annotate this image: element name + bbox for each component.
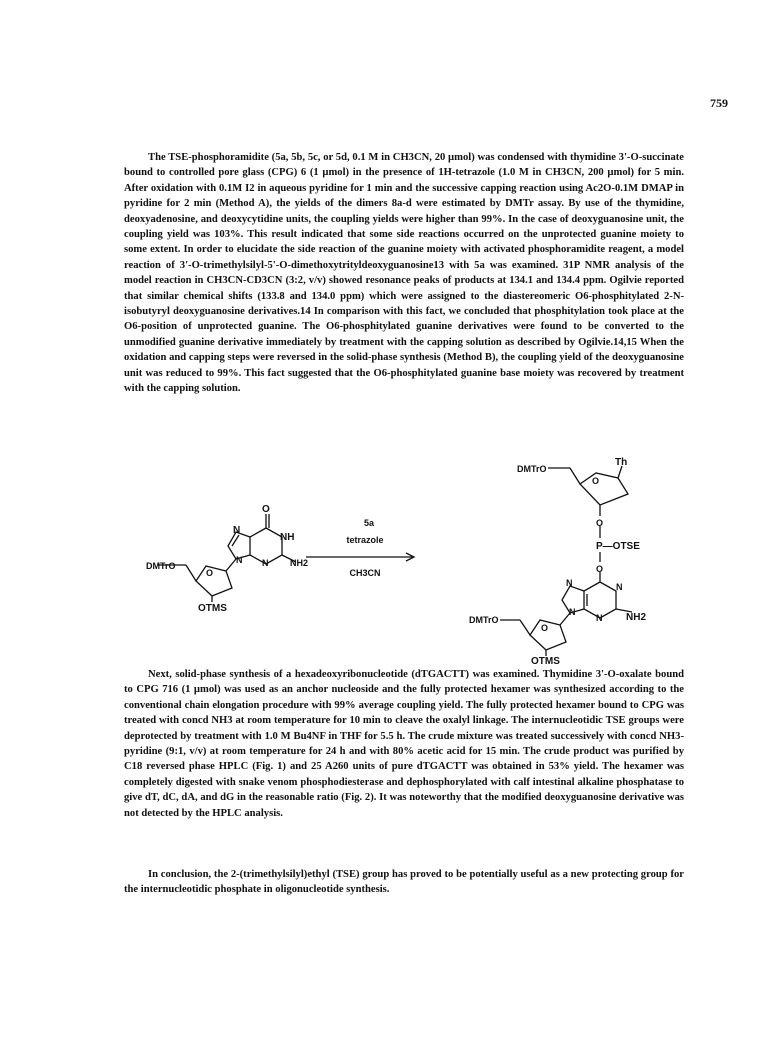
label-product-otms: OTMS — [531, 656, 560, 667]
label-n-c: N — [569, 607, 576, 617]
catalyst-label: tetrazole — [346, 535, 384, 545]
label-th: Th — [615, 457, 628, 468]
label-n9: N — [236, 555, 243, 565]
label-n-b: N — [616, 582, 623, 592]
reaction-arrow — [306, 518, 414, 578]
reagent-label: 5a — [363, 518, 375, 528]
label-p-otse: P—OTSE — [596, 541, 640, 552]
c5-bond — [186, 565, 196, 581]
label-product-nh2: NH2 — [626, 612, 647, 623]
label-dmtro: DMTrO — [146, 561, 176, 571]
paragraph-hexamer-synthesis: Next, solid-phase synthesis of a hexadeoxyribonucleotide (dTGACTT) was examined. Thymidine 3'-O-oxalate bound to CPG 716 (1 µmol) was used as an anchor nucleoside and the fully protected hexamer was synthesized according to the conventional chain elongation procedure with 99% average coupling yield. The fully protected hexamer bound to CPG was treated with concd NH3 at room temperature for 10 min to cleave the oxalyl linkage. The internucleotidic TSE groups were deprotected by treatment with 1.0 M Bu4NF in THF for 5.5 h. The crude mixture was treated successively with concd NH3-pyridine (9:1, v/v) at room temperature for 24 h and with 80% acetic acid for 15 min. The crude product was purified by C18 reversed phase HPLC (Fig. 1) and 25 A260 units of pure dTGACTT was obtained in 53% yield. The hexamer was completely digested with snake venom phosphodiesterase and dephosphorylated with calf intestinal alkaline phosphatase to give dT, dC, dA, and dG in the reasonable ratio (Fig. 2). It was noteworthy that the modified deoxyguanosine derivative was not detected by the HPLC analysis. — [124, 669, 684, 819]
label-ring-o: O — [206, 568, 214, 578]
label-n3: N — [262, 558, 269, 568]
label-n-d: N — [596, 613, 603, 623]
label-top-ring-o: O — [592, 476, 600, 486]
label-n-a: N — [566, 578, 573, 588]
label-top-dmtro: DMTrO — [517, 464, 547, 474]
page-number: 759 — [710, 96, 728, 110]
top-c5-bond — [570, 468, 580, 484]
label-n7: N — [233, 525, 241, 536]
label-bottom-dmtro: DMTrO — [469, 615, 499, 625]
label-otms: OTMS — [198, 603, 227, 614]
label-o-upper: O — [596, 518, 604, 528]
label-nh: NH — [280, 532, 295, 543]
label-carbonyl-o: O — [262, 504, 270, 515]
bottom-c5-bond — [520, 620, 530, 635]
glycosidic-bond — [226, 559, 236, 571]
top-sugar-ring — [580, 473, 628, 505]
label-nh2: NH2 — [290, 558, 309, 568]
label-bottom-ring-o: O — [541, 623, 549, 633]
reactant-guanosine — [146, 504, 308, 614]
label-o-lower: O — [596, 564, 604, 574]
paragraph-conclusion: In conclusion, the 2-(trimethylsilyl)ethyl (TSE) group has proved to be potentially useful as a new protecting group for the internucleotidic phosphate in oligonucleotide synthesis. — [124, 869, 684, 896]
product-dimer — [469, 457, 646, 667]
paragraph-method: The TSE-phosphoramidite (5a, 5b, 5c, or 5d, 0.1 M in CH3CN, 20 µmol) was condensed with thymidine 3'-O-succinate bound to controlled pore glass (CPG) 6 (1 µmol) in the presence of 1H-tetrazole (1.0 M in CH3CN, 200 µmol) for 5 min. After oxidation with 0.1M I2 in aqueous pyridine for 1 min and the successive capping reaction using Ac2O-0.1M DMAP in pyridine for 2 min (Method A), the yields of the dimers 8a-d were estimated by DMTr assay. By use of the thymidine, deoxyadenosine, and deoxycytidine units, the coupling yields were higher than 99%. In the case of deoxyguanosine unit, the coupling yield was 103%. This result indicated that some side reactions occurred on the unprotected guanine moiety to some extent. In order to elucidate the side reaction of the guanine moiety with activated phosphoramidite reagent, a model reaction of 3'-O-trimethylsilyl-5'-O-dimethoxytrityldeoxyguanosine13 with 5a was examined. 31P NMR analysis of the model reaction in CH3CN-CD3CN (3:2, v/v) showed resonance peaks of products at 134.1 and 134.4 ppm. Ogilvie reported that similar chemical shifts (133.8 and 134.0 ppm) which were assigned to the diastereomeric O6-phosphitylated 2-N-isobutyryl deoxyguanosine derivatives.14 In comparison with this fact, we concluded that phosphitylation took place at the O6-position of unprotected guanine. The O6-phosphitylated guanine derivatives were found to be converted to the unmodified guanine derivative immediately by treatment with the capping solution as described by Ogilvie.14,15 When the oxidation and capping steps were reversed in the solid-phase synthesis (Method B), the coupling yield of the deoxyguanosine unit was reduced to 99%. This fact suggested that the O6-phosphitylated guanine base moiety was recovered by treatment with the capping solution. — [124, 152, 684, 395]
solvent-label: CH3CN — [349, 568, 381, 578]
